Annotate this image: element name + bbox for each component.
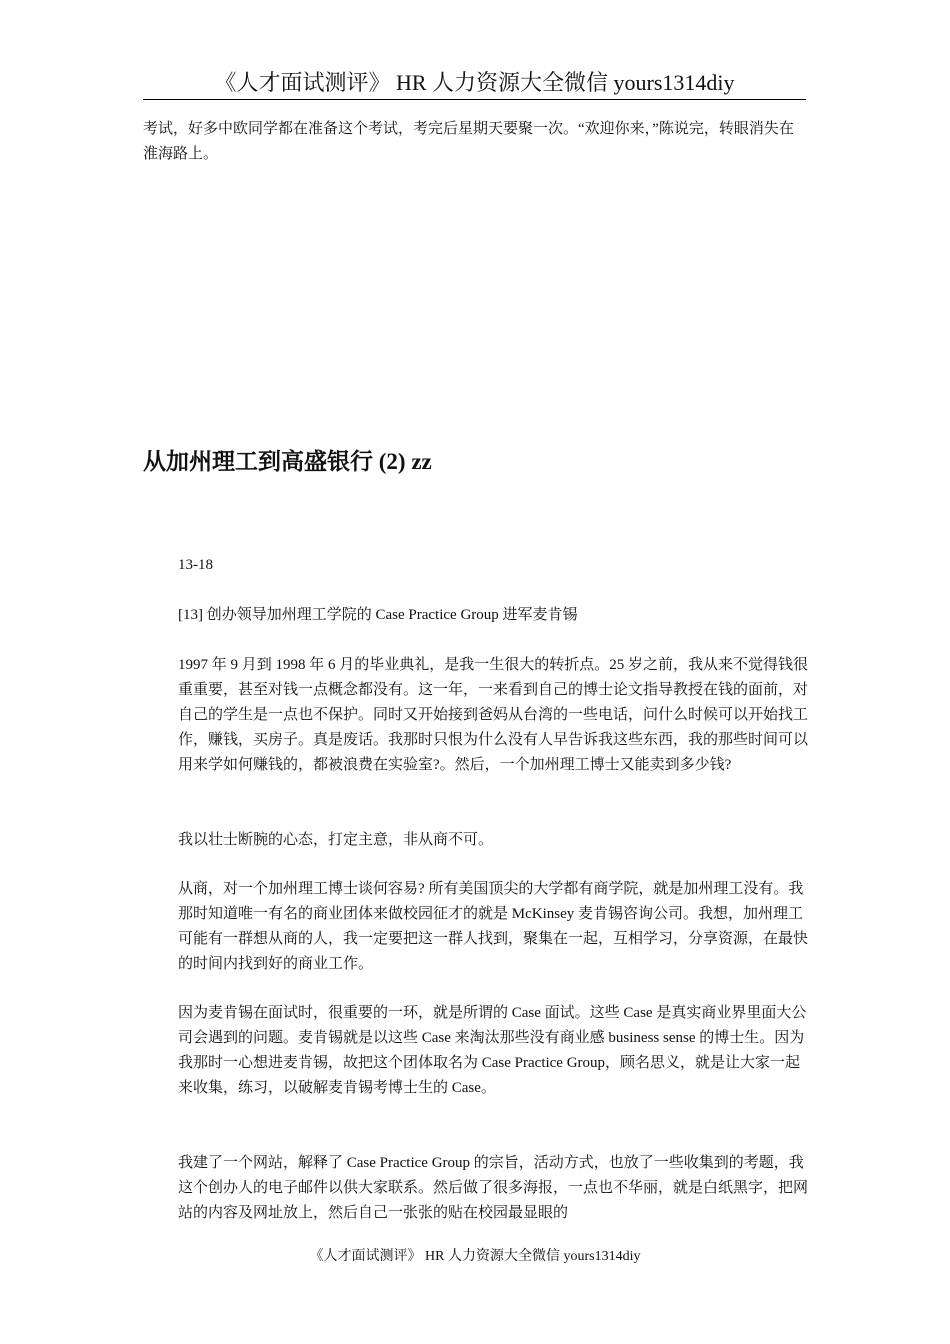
paragraph-2: 我以壮士断腕的心态，打定主意，非从商不可。 xyxy=(178,832,494,848)
paragraph-3: 从商，对一个加州理工博士谈何容易? 所有美国顶尖的大学都有商学院，就是加州理工没有。我那时知道唯一有名的商业团体来做校园征才的就是 McKinsey 麦肯锡咨询公司。我想，加州理工可能有一群想从商的人，我一定要把这一群人找到，聚集在一起，互相学习，分享资源，在最快的时间内找到好的商业工作。 xyxy=(178,881,809,972)
section-heading: [13] 创办领导加州理工学院的 Case Practice Group 进军麦肯锡 xyxy=(178,607,578,623)
page-footer: 《人才面试测评》 HR 人力资源大全微信 yours1314diy xyxy=(309,1249,641,1264)
article-title: 从加州理工到高盛银行 (2) zz xyxy=(143,449,432,474)
paragraph-1: 1997 年 9 月到 1998 年 6 月的毕业典礼，是我一生很大的转折点。25 岁之前，我从来不觉得钱很重重要，甚至对钱一点概念都没有。这一年，一来看到自己的博士论文指导教授在钱的面前，对自己的学生是一点也不保护。同时又开始接到爸妈从台湾的一些电话，问什么时候可以开始找工作，赚钱，买房子。真是废话。我那时只恨为什么没有人早告诉我这些东西，我的那些时间可以用来学如何赚钱的，都被浪费在实验室?。然后，一个加州理工博士又能卖到多少钱? xyxy=(178,657,809,773)
paragraph-5: 我建了一个网站，解释了 Case Practice Group 的宗旨，活动方式，也放了一些收集到的考题，我这个创办人的电子邮件以供大家联系。然后做了很多海报，一点也不华丽，就是白纸黑字，把网站的内容及网址放上，然后自己一张张的贴在校园最显眼的 xyxy=(178,1155,809,1221)
page-header: 《人才面试测评》 HR 人力资源大全微信 yours1314diy xyxy=(143,68,806,100)
intro-paragraph: 考试，好多中欧同学都在准备这个考试，考完后星期天要聚一次。“欢迎你来，”陈说完，转眼消失在淮海路上。 xyxy=(143,121,794,162)
paragraph-4: 因为麦肯锡在面试时，很重要的一环，就是所谓的 Case 面试。这些 Case 是真实商业界里面大公司会遇到的问题。麦肯锡就是以这些 Case 来淘汰那些没有商业感 business sense 的博士生。因为我那时一心想进麦肯锡，故把这个团体取名为 Case Practice Group，顾名思义，就是让大家一起来收集，练习，以破解麦肯锡考博士生的 Case。 xyxy=(178,1005,807,1096)
article-range: 13-18 xyxy=(178,557,213,573)
